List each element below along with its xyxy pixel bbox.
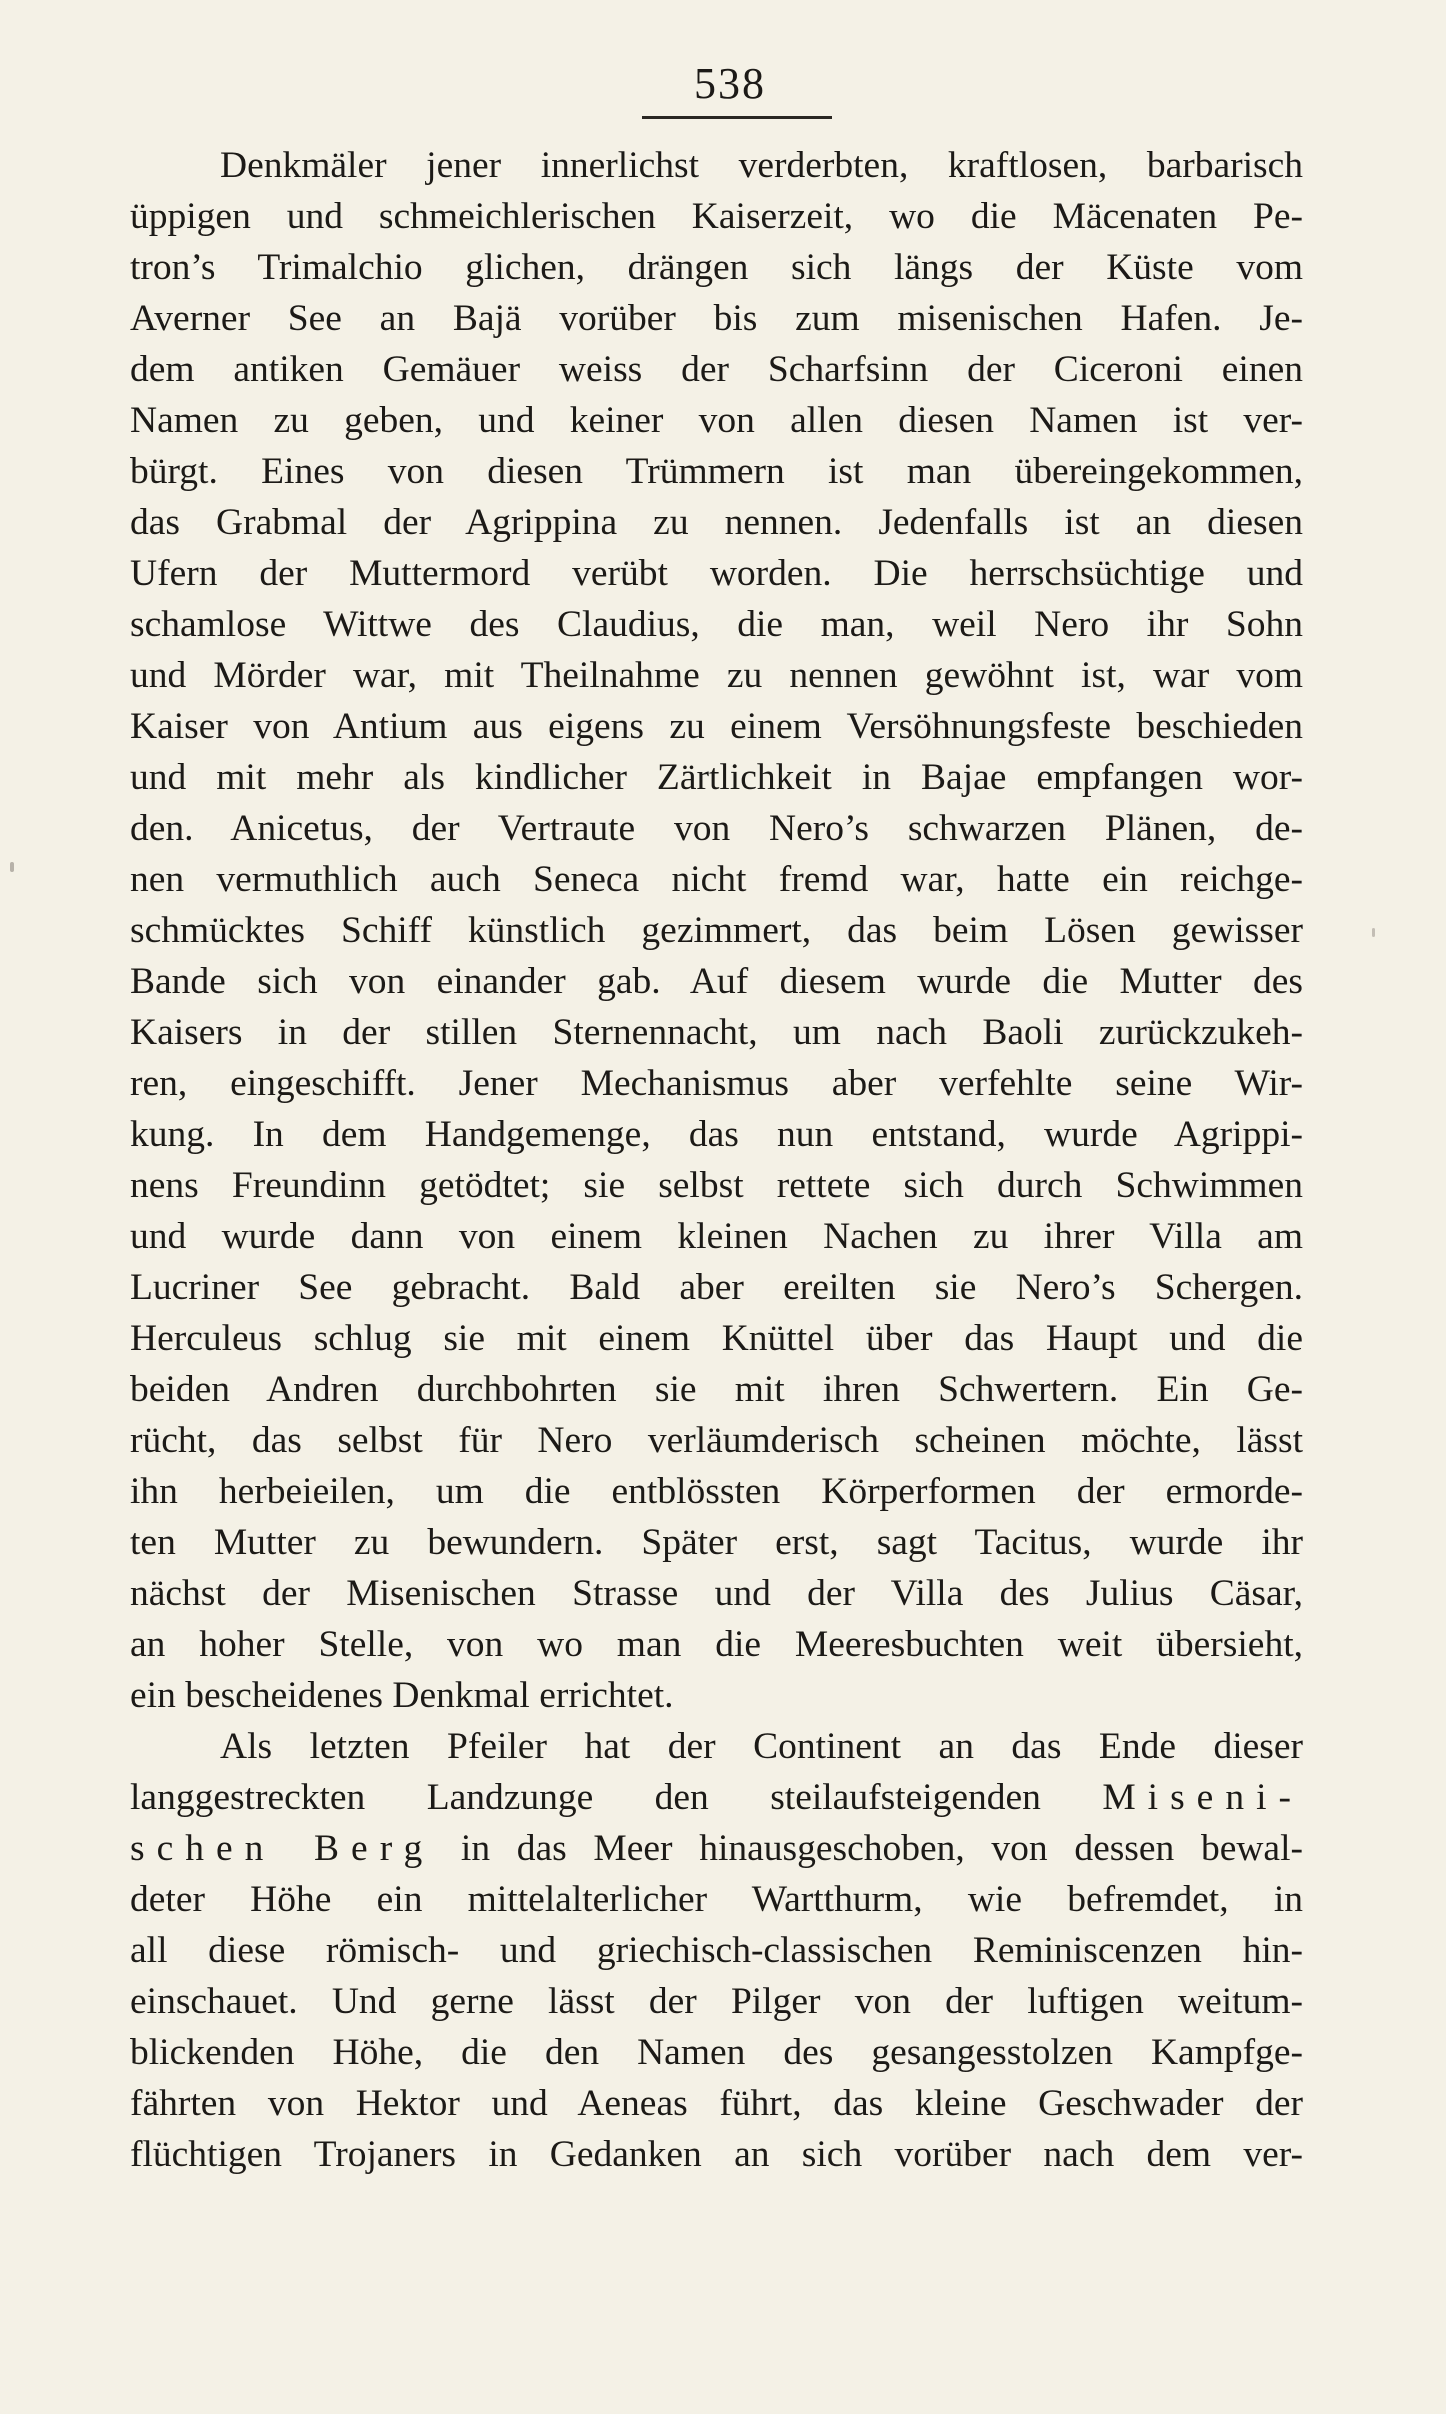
text-line: Namen zu geben, und keiner von allen diesen Namen ist ver- bbox=[130, 400, 1303, 441]
paragraph-2 bbox=[130, 1721, 1303, 2180]
text-line: Kaiser von Antium aus eigens zu einem Versöhnungsfeste beschieden bbox=[130, 706, 1303, 747]
text-line: Lucriner See gebracht. Bald aber ereilten sie Nero’s Schergen. bbox=[130, 1267, 1303, 1308]
paragraph-1 bbox=[130, 140, 1303, 1721]
text-line: blickenden Höhe, die den Namen des gesangesstolzen Kampfge- bbox=[130, 2032, 1303, 2073]
text-line: schamlose Wittwe des Claudius, die man, weil Nero ihr Sohn bbox=[130, 604, 1303, 645]
emphasized-place-name: schen Berg bbox=[130, 1828, 435, 1869]
emphasized-place-name: Miseni- bbox=[1102, 1777, 1303, 1818]
text-segment: langgestreckten Landzunge den steilaufsteigenden bbox=[130, 1777, 1103, 1818]
text-line bbox=[130, 1772, 1303, 1823]
text-line: ihn herbeieilen, um die entblössten Körperformen der ermorde- bbox=[130, 1471, 1303, 1512]
header-rule bbox=[642, 116, 832, 119]
text-line: bürgt. Eines von diesen Trümmern ist man übereingekommen, bbox=[130, 451, 1303, 492]
text-line: kung. In dem Handgemenge, das nun entstand, wurde Agrippi- bbox=[130, 1114, 1303, 1155]
margin-mark-left bbox=[10, 862, 14, 872]
text-line: fährten von Hektor und Aeneas führt, das kleine Geschwader der bbox=[130, 2083, 1303, 2124]
text-line: ren, eingeschifft. Jener Mechanismus aber verfehlte seine Wir- bbox=[130, 1063, 1303, 1104]
text-line: und wurde dann von einem kleinen Nachen zu ihrer Villa am bbox=[130, 1216, 1303, 1257]
text-line: Bande sich von einander gab. Auf diesem wurde die Mutter des bbox=[130, 961, 1303, 1002]
text-line: beiden Andren durchbohrten sie mit ihren Schwertern. Ein Ge- bbox=[130, 1369, 1303, 1410]
text-segment: in das Meer hinausgeschoben, von dessen bewal- bbox=[434, 1828, 1303, 1869]
margin-mark-right bbox=[1372, 928, 1375, 937]
text-line: Denkmäler jener innerlichst verderbten, kraftlosen, barbarisch bbox=[220, 145, 1303, 186]
text-line: und Mörder war, mit Theilnahme zu nennen gewöhnt ist, war vom bbox=[130, 655, 1303, 696]
text-line: dem antiken Gemäuer weiss der Scharfsinn der Ciceroni einen bbox=[130, 349, 1303, 390]
text-line: all diese römisch- und griechisch-classischen Reminiscenzen hin- bbox=[130, 1930, 1303, 1971]
text-line: Kaisers in der stillen Sternennacht, um nach Baoli zurückzukeh- bbox=[130, 1012, 1303, 1053]
text-line: tron’s Trimalchio glichen, drängen sich längs der Küste vom bbox=[130, 247, 1303, 288]
text-line: das Grabmal der Agrippina zu nennen. Jedenfalls ist an diesen bbox=[130, 502, 1303, 543]
text-line: den. Anicetus, der Vertraute von Nero’s schwarzen Plänen, de- bbox=[130, 808, 1303, 849]
body-text bbox=[130, 140, 1303, 2180]
text-line: einschauet. Und gerne lässt der Pilger von der luftigen weitum- bbox=[130, 1981, 1303, 2022]
text-line: Herculeus schlug sie mit einem Knüttel über das Haupt und die bbox=[130, 1318, 1303, 1359]
text-line: ein bescheidenes Denkmal errichtet. bbox=[130, 1675, 674, 1716]
text-line: an hoher Stelle, von wo man die Meeresbuchten weit übersieht, bbox=[130, 1624, 1303, 1665]
text-line: flüchtigen Trojaners in Gedanken an sich vorüber nach dem ver- bbox=[130, 2134, 1303, 2175]
text-line: rücht, das selbst für Nero verläumderisch scheinen möchte, lässt bbox=[130, 1420, 1303, 1461]
text-line: Averner See an Bajä vorüber bis zum misenischen Hafen. Je- bbox=[130, 298, 1303, 339]
text-line: nächst der Misenischen Strasse und der Villa des Julius Cäsar, bbox=[130, 1573, 1303, 1614]
text-line: nen vermuthlich auch Seneca nicht fremd war, hatte ein reichge- bbox=[130, 859, 1303, 900]
text-line: Ufern der Muttermord verübt worden. Die herrschsüchtige und bbox=[130, 553, 1303, 594]
page-number: 538 bbox=[694, 59, 766, 108]
text-line: üppigen und schmeichlerischen Kaiserzeit, wo die Mäcenaten Pe- bbox=[130, 196, 1303, 237]
text-line: deter Höhe ein mittelalterlicher Wartthurm, wie befremdet, in bbox=[130, 1879, 1303, 1920]
text-line: schmücktes Schiff künstlich gezimmert, das beim Lösen gewisser bbox=[130, 910, 1303, 951]
text-line bbox=[130, 1823, 1303, 1874]
text-line: Als letzten Pfeiler hat der Continent an das Ende dieser bbox=[220, 1726, 1303, 1767]
text-line: ten Mutter zu bewundern. Später erst, sagt Tacitus, wurde ihr bbox=[130, 1522, 1303, 1563]
text-line: und mit mehr als kindlicher Zärtlichkeit in Bajae empfangen wor- bbox=[130, 757, 1303, 798]
text-line: nens Freundinn getödtet; sie selbst rettete sich durch Schwimmen bbox=[130, 1165, 1303, 1206]
